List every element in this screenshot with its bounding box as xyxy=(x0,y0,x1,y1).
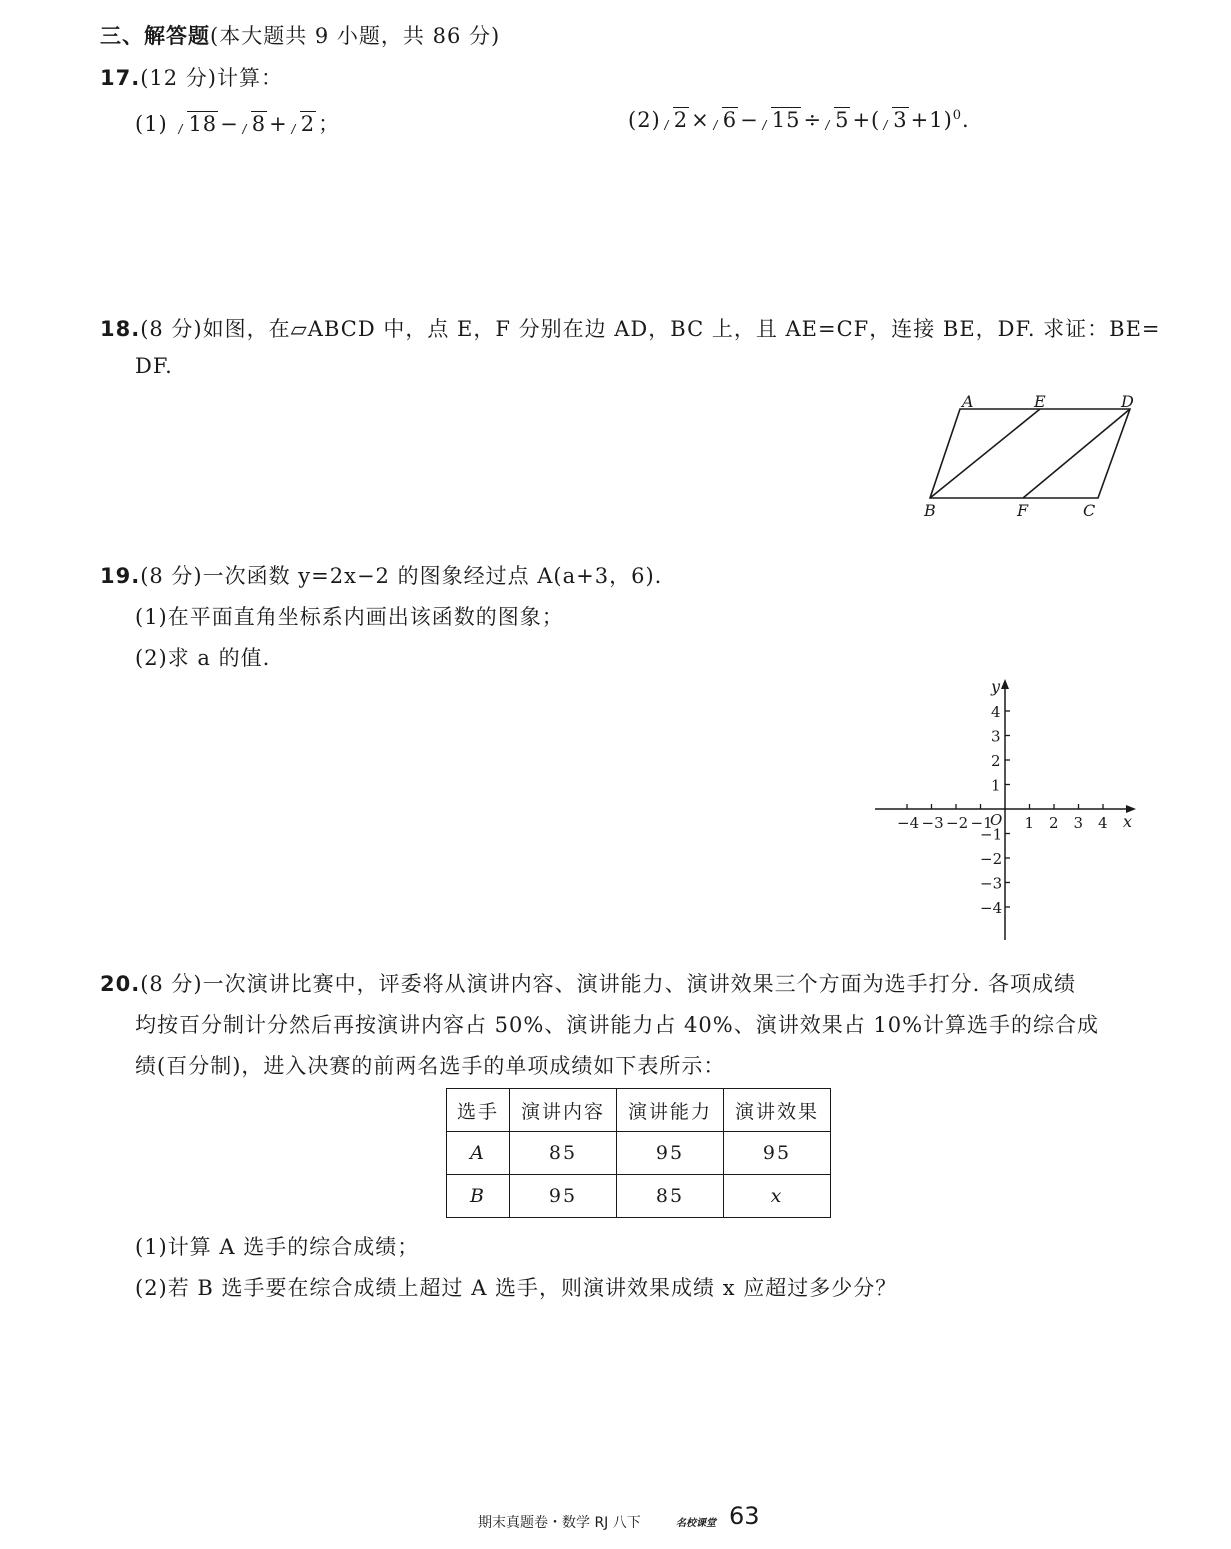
sqrt-6: 6 xyxy=(710,108,738,132)
table-header: 演讲内容 xyxy=(510,1089,617,1132)
x-tick-label: 4 xyxy=(1098,814,1108,832)
question-20-part-2: (2)若 B 选手要在综合成绩上超过 A 选手，则演讲效果成绩 x 应超过多少分？ xyxy=(135,1276,898,1300)
coordinate-plane xyxy=(870,675,1150,945)
exponent: 0 xyxy=(952,108,963,123)
sqrt-5: 5 xyxy=(822,108,850,132)
parallelogram-figure xyxy=(915,390,1145,520)
divide-sign: ÷ xyxy=(803,108,823,132)
y-axis-arrow-icon xyxy=(1001,679,1009,689)
origin-label: O xyxy=(990,811,1003,829)
question-19-part-1: (1)在平面直角坐标系内画出该函数的图象； xyxy=(135,605,564,629)
table-header-row xyxy=(447,1089,831,1132)
period: . xyxy=(962,108,970,132)
table-header: 演讲能力 xyxy=(617,1089,724,1132)
question-18-stem-line2 xyxy=(135,354,173,378)
part-label: (1) xyxy=(135,112,168,136)
question-19-part-2: (2)求 a 的值. xyxy=(135,646,271,670)
y-tick-label: −4 xyxy=(980,899,1003,917)
question-19-stem xyxy=(100,560,662,590)
parallelogram-abcd xyxy=(930,409,1130,498)
section-title: 三、解答题 xyxy=(100,23,210,48)
y-tick-label: 3 xyxy=(991,727,1001,746)
plus-sign: + xyxy=(269,112,288,136)
x-tick-label: −1 xyxy=(970,814,993,832)
y-tick-label: −2 xyxy=(980,850,1003,868)
question-20-line3: 绩(百分制)，进入决赛的前两名选手的单项成绩如下表所示： xyxy=(135,1054,726,1078)
y-tick-label: 1 xyxy=(991,776,1001,795)
page-number: 63 xyxy=(729,1502,760,1530)
score-table xyxy=(446,1088,831,1218)
plus-open: +( xyxy=(852,108,881,132)
vertex-label-f: F xyxy=(1017,501,1029,520)
table-cell: 85 xyxy=(510,1132,617,1175)
section-header xyxy=(100,20,500,50)
vertex-label-a: A xyxy=(962,392,974,411)
vertex-label-b: B xyxy=(924,501,936,520)
question-text: (8 分)如图，在▱ABCD 中，点 E，F 分别在边 AD，BC 上，且 AE=CF，连接 BE，DF. 求证：BE= xyxy=(140,317,1161,341)
question-number: 18. xyxy=(100,317,141,341)
sqrt-3: 3 xyxy=(880,108,908,132)
y-tick-label: −3 xyxy=(980,874,1003,893)
section-note: (本大题共 9 小题，共 86 分) xyxy=(210,24,501,48)
question-text: (8 分)一次演讲比赛中，评委将从演讲内容、演讲能力、演讲效果三个方面为选手打分. 各项成绩 xyxy=(140,972,1076,996)
question-17-part-2 xyxy=(628,108,970,132)
x-tick-label: −3 xyxy=(921,814,944,832)
table-cell: 95 xyxy=(724,1132,831,1175)
question-text: (12 分)计算： xyxy=(140,66,283,90)
question-20-stem xyxy=(100,968,1076,998)
table-cell: 85 xyxy=(617,1175,724,1218)
sqrt-15: 15 xyxy=(759,108,802,132)
minus-sign: − xyxy=(220,112,239,136)
y-tick-label: −1 xyxy=(980,825,1003,844)
y-tick-label: 4 xyxy=(991,703,1001,721)
y-axis-label: y xyxy=(991,677,1001,696)
table-row xyxy=(447,1175,831,1218)
minus-sign: − xyxy=(740,108,759,132)
y-tick-label: 2 xyxy=(991,752,1001,770)
footer-logo: 名校课堂 xyxy=(676,1518,716,1529)
table-header: 选手 xyxy=(447,1089,510,1132)
question-17-part-1 xyxy=(135,108,340,138)
question-number: 17. xyxy=(100,66,141,90)
vertex-label-e: E xyxy=(1034,392,1046,411)
x-tick-label: 3 xyxy=(1073,814,1084,832)
sqrt-2: 2 xyxy=(288,112,316,136)
table-cell: B xyxy=(447,1175,510,1218)
segment-be xyxy=(930,409,1040,498)
question-17-stem xyxy=(100,62,283,92)
x-axis-label: x xyxy=(1123,812,1133,831)
question-20-line2: 均按百分制计分然后再按演讲内容占 50%、演讲能力占 40%、演讲效果占 10%计算选手的综合成 xyxy=(135,1013,1100,1037)
sqrt-8: 8 xyxy=(239,112,267,136)
times-sign: × xyxy=(691,108,710,132)
question-text: (8 分)一次函数 y=2x−2 的图象经过点 A(a+3，6). xyxy=(140,564,663,588)
x-tick-label: 2 xyxy=(1049,814,1059,832)
x-tick-label: 1 xyxy=(1024,814,1035,832)
vertex-label-d: D xyxy=(1121,392,1134,411)
part-label: (2) xyxy=(628,108,661,132)
table-cell: x xyxy=(724,1175,831,1218)
table-cell: 95 xyxy=(617,1132,724,1175)
table-cell: 95 xyxy=(510,1175,617,1218)
plus-one: +1) xyxy=(910,108,953,132)
sqrt-2b: 2 xyxy=(661,108,689,132)
table-row xyxy=(447,1132,831,1175)
footer-text: 期末真题卷・数学 RJ 八下 xyxy=(478,1515,641,1531)
question-18-stem xyxy=(100,313,1161,343)
semicolon: ； xyxy=(318,112,341,136)
question-text-continued: DF. xyxy=(135,354,173,378)
table-cell: A xyxy=(447,1132,510,1175)
question-number: 20. xyxy=(100,972,141,996)
question-number: 19. xyxy=(100,564,141,588)
table-header: 演讲效果 xyxy=(724,1089,831,1132)
x-tick-label: −2 xyxy=(946,814,969,832)
vertex-label-c: C xyxy=(1083,501,1096,520)
question-20-part-1: (1)计算 A 选手的综合成绩； xyxy=(135,1235,420,1259)
x-tick-label: −4 xyxy=(897,814,920,832)
sqrt-18: 18 xyxy=(175,112,218,136)
